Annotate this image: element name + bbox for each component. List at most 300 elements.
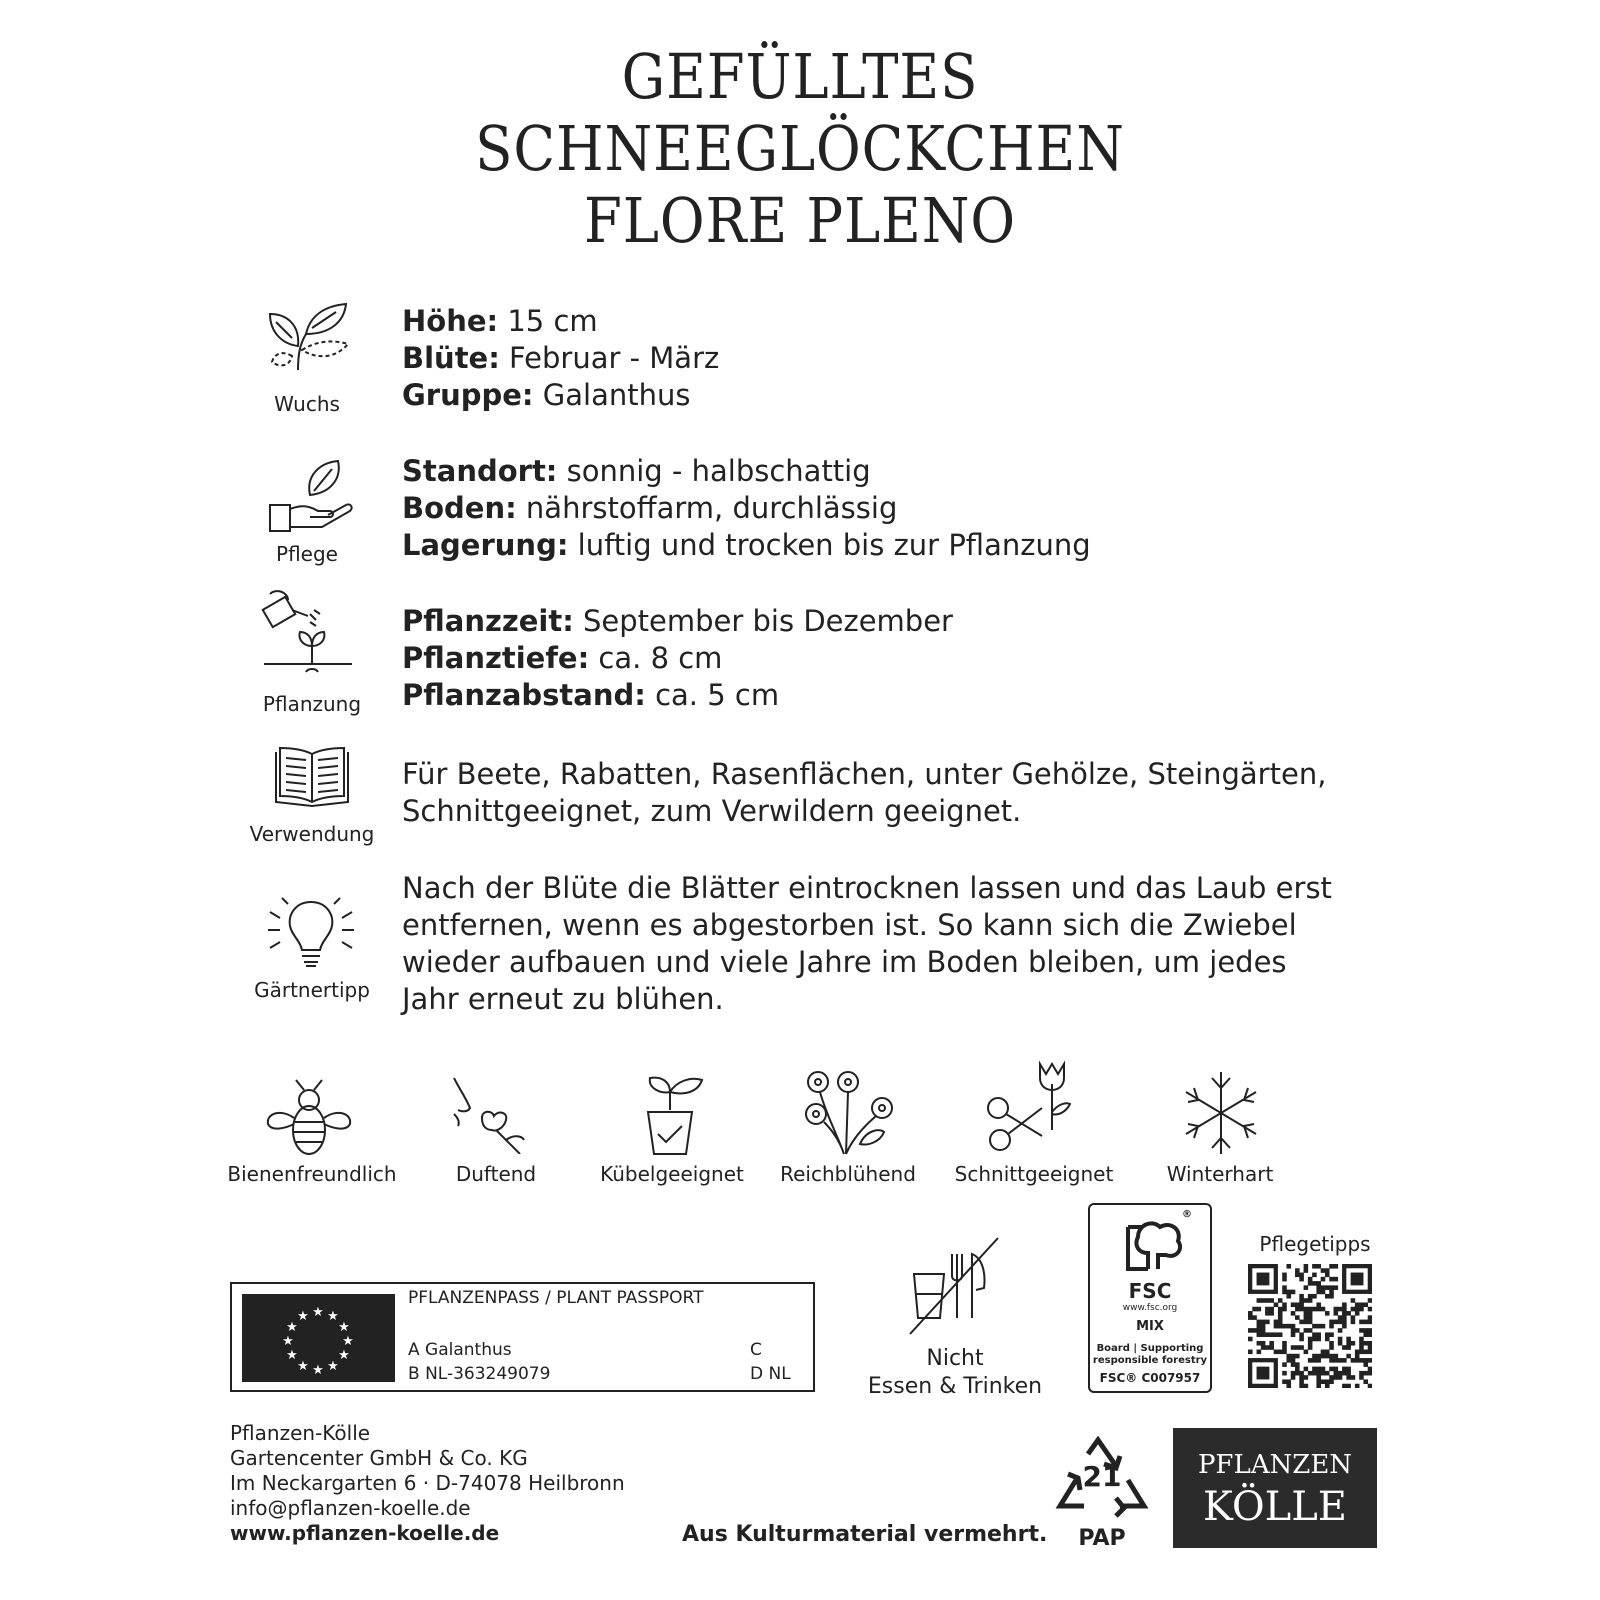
- qr-module: [1286, 1290, 1291, 1295]
- fsc-url: www.fsc.org: [1122, 1303, 1178, 1313]
- qr-module: [1368, 1350, 1372, 1355]
- qr-module: [1329, 1358, 1334, 1363]
- qr-module: [1312, 1332, 1317, 1337]
- qr-module: [1304, 1384, 1309, 1388]
- qr-module: [1308, 1328, 1313, 1333]
- qr-module: [1351, 1375, 1356, 1380]
- svg-text:★: ★: [282, 1334, 294, 1349]
- qr-module: [1304, 1307, 1309, 1312]
- website-link[interactable]: www.pflanzen-koelle.de: [230, 1521, 500, 1545]
- qr-module: [1351, 1298, 1356, 1303]
- qr-module: [1257, 1320, 1262, 1325]
- qr-module: [1338, 1337, 1343, 1342]
- qr-module: [1334, 1358, 1339, 1363]
- qr-module: [1299, 1337, 1304, 1342]
- info-line: [402, 453, 1091, 490]
- qr-module: [1329, 1332, 1334, 1337]
- qr-module: [1346, 1341, 1351, 1346]
- info-value: nährstoffarm, durchlässig: [525, 491, 898, 525]
- qr-module: [1363, 1379, 1368, 1384]
- qr-module: [1308, 1371, 1313, 1376]
- qr-module: [1291, 1328, 1296, 1333]
- qr-module: [1282, 1341, 1287, 1346]
- info-key: Höhe:: [402, 304, 499, 338]
- qr-module: [1346, 1311, 1351, 1316]
- qr-module: [1359, 1350, 1364, 1355]
- qr-module: [1265, 1332, 1270, 1337]
- qr-module: [1286, 1384, 1291, 1388]
- qr-module: [1355, 1384, 1360, 1388]
- feature-label: Kübelgeeignet: [600, 1162, 744, 1186]
- qr-module: [1269, 1345, 1274, 1350]
- qr-module: [1304, 1328, 1309, 1333]
- qr-module: [1282, 1302, 1287, 1307]
- qr-module: [1363, 1320, 1368, 1325]
- brand-line-1: PFLANZEN: [1197, 1450, 1353, 1480]
- qr-module: [1265, 1298, 1270, 1303]
- qr-module: [1338, 1320, 1343, 1325]
- info-key: Gruppe:: [402, 378, 534, 412]
- qr-module: [1282, 1345, 1287, 1350]
- qr-module: [1261, 1328, 1266, 1333]
- fsc-logo-text: FSC: [1128, 1279, 1172, 1303]
- pflege-details: [402, 453, 1091, 564]
- qr-module: [1368, 1384, 1372, 1388]
- qr-module: [1312, 1294, 1317, 1299]
- section-label-verwendung: Verwendung: [249, 822, 375, 846]
- qr-module: [1295, 1328, 1300, 1333]
- email-link[interactable]: info@pflanzen-koelle.de: [230, 1496, 471, 1520]
- qr-module: [1316, 1337, 1321, 1342]
- qr-module: [1265, 1311, 1270, 1316]
- info-key: Pflanzabstand:: [402, 678, 646, 712]
- plant-passport: [230, 1282, 815, 1392]
- qr-module: [1252, 1328, 1257, 1333]
- origin-note: Aus Kulturmaterial vermehrt.: [682, 1522, 1048, 1547]
- qr-module: [1299, 1371, 1304, 1376]
- qr-module: [1252, 1307, 1257, 1312]
- qr-module: [1312, 1367, 1317, 1372]
- qr-module: [1295, 1345, 1300, 1350]
- qr-module: [1321, 1379, 1326, 1384]
- qr-module: [1304, 1315, 1309, 1320]
- qr-module: [1299, 1379, 1304, 1384]
- qr-module: [1346, 1354, 1351, 1359]
- qr-module: [1269, 1307, 1274, 1312]
- qr-module: [1342, 1307, 1347, 1312]
- qr-module: [1316, 1324, 1321, 1329]
- qr-module: [1295, 1362, 1300, 1367]
- qr-module: [1312, 1358, 1317, 1363]
- qr-module: [1257, 1332, 1262, 1337]
- qr-module: [1291, 1345, 1296, 1350]
- address-line: Pflanzen-Kölle: [230, 1421, 371, 1445]
- qr-module: [1278, 1307, 1283, 1312]
- fsc-desc-1: Board | Supporting: [1096, 1343, 1204, 1354]
- recycling-code: PAP: [1078, 1526, 1126, 1551]
- qr-module: [1351, 1341, 1356, 1346]
- qr-module: [1295, 1315, 1300, 1320]
- qr-module: [1299, 1302, 1304, 1307]
- qr-module: [1308, 1311, 1313, 1316]
- qr-module: [1316, 1371, 1321, 1376]
- qr-module: [1359, 1375, 1364, 1380]
- qr-module: [1261, 1345, 1266, 1350]
- company-address: [230, 1421, 625, 1546]
- qr-module: [1291, 1362, 1296, 1367]
- qr-module: [1329, 1277, 1334, 1282]
- info-line: [402, 527, 1091, 564]
- qr-module: [1304, 1311, 1309, 1316]
- qr-module: [1355, 1358, 1360, 1363]
- qr-module: [1359, 1328, 1364, 1333]
- svg-text:★: ★: [327, 1309, 339, 1324]
- qr-module: [1321, 1354, 1326, 1359]
- flowers-icon: [800, 1068, 896, 1158]
- qr-module: [1291, 1371, 1296, 1376]
- qr-module: [1325, 1285, 1330, 1290]
- qr-module: [1316, 1302, 1321, 1307]
- svg-text:★: ★: [342, 1334, 354, 1349]
- qr-module: [1265, 1345, 1270, 1350]
- qr-module: [1334, 1375, 1339, 1380]
- address-line: Im Neckargarten 6 · D-74078 Heilbronn: [230, 1471, 625, 1495]
- qr-module: [1325, 1384, 1330, 1388]
- qr-module: [1334, 1354, 1339, 1359]
- qr-module: [1295, 1307, 1300, 1312]
- qr-module: [1278, 1324, 1283, 1329]
- qr-module: [1316, 1285, 1321, 1290]
- qr-module: [1312, 1371, 1317, 1376]
- title-line-3: FLORE PLENO: [584, 184, 1016, 257]
- bee-icon: [264, 1078, 354, 1158]
- info-value: sonnig - halbschattig: [566, 454, 871, 488]
- qr-module: [1278, 1311, 1283, 1316]
- qr-module: [1321, 1371, 1326, 1376]
- svg-text:★: ★: [327, 1359, 339, 1374]
- pflanzung-details: [402, 603, 953, 714]
- info-value: September bis Dezember: [583, 604, 953, 638]
- qr-module: [1257, 1324, 1262, 1329]
- qr-module: [1363, 1332, 1368, 1337]
- qr-finder: [1257, 1273, 1270, 1286]
- qr-module: [1269, 1311, 1274, 1316]
- qr-module: [1261, 1332, 1266, 1337]
- passport-heading: PFLANZENPASS / PLANT PASSPORT: [408, 1288, 704, 1308]
- qr-module: [1269, 1332, 1274, 1337]
- qr-module: [1321, 1350, 1326, 1355]
- qr-module: [1316, 1358, 1321, 1363]
- qr-module: [1368, 1371, 1372, 1376]
- info-line: [402, 603, 953, 640]
- qr-module: [1308, 1277, 1313, 1282]
- qr-module: [1269, 1298, 1274, 1303]
- qr-module: [1325, 1311, 1330, 1316]
- qr-module: [1316, 1354, 1321, 1359]
- fsc-mix: MIX: [1136, 1319, 1164, 1334]
- qr-module: [1346, 1367, 1351, 1372]
- qr-module: [1368, 1367, 1372, 1372]
- section-label-pflege: Pflege: [276, 542, 338, 566]
- feature-label: Reichblühend: [780, 1162, 916, 1186]
- qr-module: [1368, 1320, 1372, 1325]
- qr-module: [1338, 1315, 1343, 1320]
- qr-module: [1363, 1371, 1368, 1376]
- qr-module: [1308, 1358, 1313, 1363]
- qr-module: [1325, 1371, 1330, 1376]
- qr-module: [1346, 1371, 1351, 1376]
- qr-module: [1291, 1332, 1296, 1337]
- qr-module: [1321, 1290, 1326, 1295]
- qr-module: [1278, 1298, 1283, 1303]
- fsc-tree-icon: [1112, 1209, 1192, 1283]
- qr-module: [1257, 1307, 1262, 1312]
- qr-module: [1368, 1298, 1372, 1303]
- info-value: Februar - März: [509, 341, 720, 375]
- qr-module: [1363, 1362, 1368, 1367]
- qr-module: [1325, 1332, 1330, 1337]
- info-key: Lagerung:: [402, 528, 569, 562]
- wuchs-details: [402, 303, 719, 414]
- qr-module: [1282, 1273, 1287, 1278]
- qr-module: [1325, 1294, 1330, 1299]
- qr-module: [1291, 1324, 1296, 1329]
- info-key: Standort:: [402, 454, 558, 488]
- qr-module: [1304, 1268, 1309, 1273]
- qr-module: [1274, 1332, 1279, 1337]
- qr-module: [1304, 1264, 1309, 1269]
- qr-module: [1291, 1354, 1296, 1359]
- lightbulb-icon: [266, 894, 356, 974]
- qr-module: [1325, 1337, 1330, 1342]
- recycling-number: 21: [1082, 1460, 1122, 1493]
- qr-module: [1312, 1264, 1317, 1269]
- info-line: [402, 377, 719, 414]
- qr-module: [1261, 1324, 1266, 1329]
- qr-module: [1257, 1341, 1262, 1346]
- qr-module: [1282, 1371, 1287, 1376]
- qr-module: [1248, 1328, 1253, 1333]
- qr-module: [1346, 1384, 1351, 1388]
- qr-module: [1368, 1345, 1372, 1350]
- qr-module: [1338, 1375, 1343, 1380]
- qr-module: [1312, 1324, 1317, 1329]
- qr-module: [1342, 1324, 1347, 1329]
- qr-module: [1248, 1311, 1253, 1316]
- qr-module: [1359, 1358, 1364, 1363]
- qr-module: [1342, 1358, 1347, 1363]
- svg-text:★: ★: [297, 1359, 309, 1374]
- qr-module: [1368, 1315, 1372, 1320]
- brand-line-2: KÖLLE: [1203, 1484, 1347, 1530]
- info-value: luftig und trocken bis zur Pflanzung: [577, 528, 1091, 562]
- qr-module: [1248, 1337, 1253, 1342]
- qr-module: [1346, 1337, 1351, 1342]
- qr-code[interactable]: [1248, 1264, 1372, 1388]
- qr-module: [1286, 1324, 1291, 1329]
- section-label-wuchs: Wuchs: [274, 392, 340, 416]
- passport-field-b: B NL-363249079: [408, 1364, 551, 1384]
- qr-module: [1334, 1285, 1339, 1290]
- qr-module: [1295, 1302, 1300, 1307]
- qr-module: [1355, 1311, 1360, 1316]
- qr-module: [1308, 1281, 1313, 1286]
- qr-module: [1321, 1324, 1326, 1329]
- qr-module: [1304, 1375, 1309, 1380]
- passport-field-a: A Galanthus: [408, 1340, 512, 1360]
- qr-module: [1363, 1350, 1368, 1355]
- qr-module: [1334, 1320, 1339, 1325]
- qr-module: [1312, 1337, 1317, 1342]
- qr-module: [1359, 1302, 1364, 1307]
- passport-field-c: C: [750, 1340, 762, 1360]
- qr-module: [1351, 1320, 1356, 1325]
- hand-leaf-icon: [266, 455, 356, 535]
- qr-module: [1334, 1307, 1339, 1312]
- qr-module: [1363, 1341, 1368, 1346]
- qr-module: [1329, 1285, 1334, 1290]
- qr-module: [1248, 1350, 1253, 1355]
- qr-module: [1321, 1277, 1326, 1282]
- qr-module: [1291, 1375, 1296, 1380]
- fsc-desc-2: responsible forestry: [1092, 1355, 1208, 1366]
- qr-module: [1295, 1354, 1300, 1359]
- qr-module: [1308, 1307, 1313, 1312]
- brand-logo: [1173, 1428, 1377, 1548]
- qr-module: [1316, 1379, 1321, 1384]
- info-line: [402, 303, 719, 340]
- qr-module: [1316, 1367, 1321, 1372]
- qr-module: [1308, 1294, 1313, 1299]
- passport-field-d: D NL: [750, 1364, 791, 1384]
- fsc-certificate: [1088, 1203, 1212, 1393]
- fsc-registered-mark: ®: [1182, 1209, 1192, 1220]
- svg-text:★: ★: [338, 1348, 350, 1363]
- qr-module: [1299, 1307, 1304, 1312]
- qr-module: [1261, 1320, 1266, 1325]
- qr-module: [1316, 1307, 1321, 1312]
- qr-module: [1295, 1268, 1300, 1273]
- qr-module: [1265, 1320, 1270, 1325]
- qr-module: [1257, 1298, 1262, 1303]
- qr-module: [1355, 1302, 1360, 1307]
- qr-module: [1299, 1345, 1304, 1350]
- qr-module: [1321, 1367, 1326, 1372]
- qr-module: [1265, 1307, 1270, 1312]
- qr-module: [1282, 1307, 1287, 1312]
- qr-module: [1368, 1332, 1372, 1337]
- warning-line-1: Nicht: [926, 1346, 984, 1371]
- info-key: Boden:: [402, 491, 517, 525]
- qr-module: [1342, 1384, 1347, 1388]
- qr-module: [1329, 1375, 1334, 1380]
- feature-label: Winterhart: [1166, 1162, 1274, 1186]
- qr-module: [1291, 1358, 1296, 1363]
- qr-module: [1308, 1337, 1313, 1342]
- recycling-icon: [1054, 1436, 1150, 1522]
- title-line-2: SCHNEEGLÖCKCHEN: [475, 112, 1125, 185]
- qr-module: [1363, 1328, 1368, 1333]
- qr-module: [1304, 1298, 1309, 1303]
- qr-module: [1299, 1294, 1304, 1299]
- qr-label: Pflegetipps: [1259, 1232, 1371, 1256]
- qr-module: [1363, 1358, 1368, 1363]
- warning-line-2: Essen & Trinken: [867, 1374, 1043, 1399]
- info-value: ca. 8 cm: [598, 641, 723, 675]
- qr-module: [1351, 1315, 1356, 1320]
- qr-module: [1299, 1320, 1304, 1325]
- qr-module: [1325, 1268, 1330, 1273]
- qr-module: [1359, 1307, 1364, 1312]
- qr-module: [1355, 1354, 1360, 1359]
- qr-module: [1334, 1367, 1339, 1372]
- qr-module: [1334, 1277, 1339, 1282]
- qr-module: [1252, 1315, 1257, 1320]
- qr-module: [1325, 1350, 1330, 1355]
- title-line-1: GEFÜLLTES: [621, 40, 979, 113]
- plant-growth-icon: [262, 294, 352, 376]
- qr-module: [1282, 1350, 1287, 1355]
- qr-module: [1312, 1281, 1317, 1286]
- snowflake-icon: [1178, 1070, 1264, 1156]
- qr-module: [1261, 1298, 1266, 1303]
- svg-text:★: ★: [286, 1348, 298, 1363]
- qr-module: [1368, 1358, 1372, 1363]
- qr-module: [1338, 1358, 1343, 1363]
- svg-text:★: ★: [312, 1305, 324, 1320]
- qr-module: [1342, 1320, 1347, 1325]
- qr-module: [1299, 1273, 1304, 1278]
- qr-module: [1359, 1341, 1364, 1346]
- no-eat-drink-icon: [906, 1236, 1002, 1336]
- qr-module: [1359, 1345, 1364, 1350]
- qr-module: [1308, 1345, 1313, 1350]
- qr-module: [1286, 1264, 1291, 1269]
- qr-module: [1304, 1285, 1309, 1290]
- qr-module: [1325, 1354, 1330, 1359]
- qr-module: [1291, 1302, 1296, 1307]
- qr-module: [1274, 1302, 1279, 1307]
- qr-module: [1329, 1324, 1334, 1329]
- qr-module: [1282, 1324, 1287, 1329]
- qr-module: [1316, 1264, 1321, 1269]
- qr-module: [1329, 1294, 1334, 1299]
- qr-module: [1257, 1350, 1262, 1355]
- info-value: ca. 5 cm: [655, 678, 780, 712]
- qr-module: [1329, 1341, 1334, 1346]
- qr-module: [1278, 1320, 1283, 1325]
- qr-module: [1368, 1307, 1372, 1312]
- qr-module: [1257, 1328, 1262, 1333]
- qr-module: [1329, 1354, 1334, 1359]
- qr-module: [1286, 1354, 1291, 1359]
- qr-module: [1342, 1315, 1347, 1320]
- qr-module: [1325, 1379, 1330, 1384]
- qr-module: [1295, 1273, 1300, 1278]
- qr-module: [1329, 1379, 1334, 1384]
- qr-module: [1355, 1307, 1360, 1312]
- address-line: Gartencenter GmbH & Co. KG: [230, 1446, 528, 1470]
- gaertnertipp-text: Nach der Blüte die Blätter eintrocknen lassen und das Laub erst entfernen, wenn es abgestorben ist. So kann sich die Zwiebel wieder aufbauen und viele Jahre im Boden bleiben, um jedes Jahr erneut zu blühen.: [402, 871, 1332, 1016]
- info-key: Pflanztiefe:: [402, 641, 590, 675]
- qr-module: [1308, 1320, 1313, 1325]
- qr-module: [1304, 1367, 1309, 1372]
- qr-module: [1316, 1281, 1321, 1286]
- qr-module: [1282, 1277, 1287, 1282]
- qr-module: [1346, 1375, 1351, 1380]
- info-value: 15 cm: [507, 304, 598, 338]
- qr-module: [1299, 1384, 1304, 1388]
